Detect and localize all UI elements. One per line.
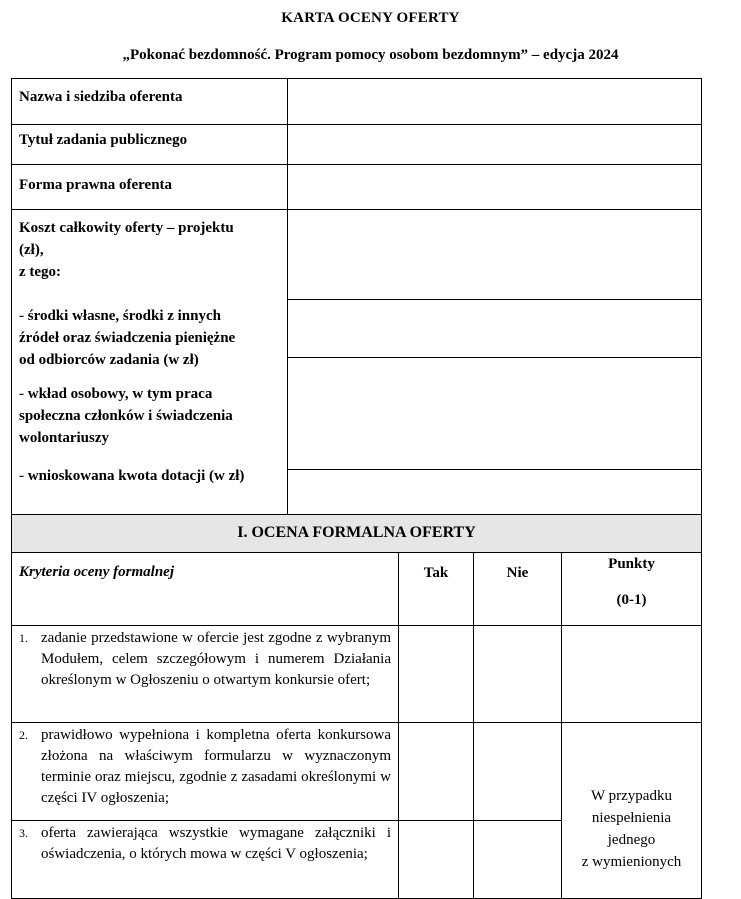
cost-breakdown-labels — [12, 210, 288, 517]
checkbox-nie-3[interactable] — [474, 821, 562, 899]
formal-evaluation-table — [11, 514, 702, 899]
label-forma: Forma prawna oferenta — [12, 165, 288, 210]
criterion-1 — [12, 626, 399, 723]
table-row — [12, 125, 702, 165]
column-header-tak: Tak — [399, 553, 474, 626]
value-srodki[interactable] — [288, 300, 701, 358]
value-wklad[interactable] — [288, 358, 701, 470]
value-koszt[interactable] — [288, 210, 701, 300]
criterion-text: oferta zawierająca wszystkie wymagane załączniki i oświadczenia, o których mowa w części V ogłoszenia; — [41, 825, 391, 862]
checkbox-nie-2[interactable] — [474, 723, 562, 821]
score-1[interactable] — [562, 626, 702, 723]
table-row — [12, 165, 702, 210]
label-kwota: - wnioskowana kwota dotacji (w zł) — [19, 468, 245, 484]
value-kwota[interactable] — [288, 470, 701, 516]
label-koszt: Koszt całkowity oferty – projektu (zł), z tego: — [19, 220, 234, 280]
section-heading: I. OCENA FORMALNA OFERTY — [12, 515, 702, 553]
column-header-criteria: Kryteria oceny formalnej — [12, 553, 399, 626]
criterion-number: 2. — [19, 728, 28, 742]
table-row — [12, 79, 702, 125]
table-row — [12, 723, 702, 821]
criterion-text: zadanie przedstawione w ofercie jest zgodne z wybranym Modułem, celem szczegółowym i numerem Działania określonym w Ogłoszeniu o otwartym konkursie ofert; — [41, 630, 391, 688]
score-note: W przypadku niespełnienia jednego z wymienionych — [562, 723, 702, 899]
value-forma[interactable] — [288, 165, 702, 210]
checkbox-nie-1[interactable] — [474, 626, 562, 723]
checkbox-tak-3[interactable] — [399, 821, 474, 899]
criterion-3 — [12, 821, 399, 899]
label-wklad: - wkład osobowy, w tym praca społeczna członków i świadczenia wolontariuszy — [19, 386, 233, 446]
label-nazwa: Nazwa i siedziba oferenta — [12, 79, 288, 125]
offer-info-table — [11, 78, 702, 517]
checkbox-tak-1[interactable] — [399, 626, 474, 723]
checkbox-tak-2[interactable] — [399, 723, 474, 821]
cost-values — [288, 210, 702, 517]
table-row — [12, 553, 702, 626]
label-srodki: - środki własne, środki z innych źródeł oraz świadczenia pieniężne od odbiorców zadania (w zł) — [19, 308, 236, 368]
document-subtitle: „Pokonać bezdomność. Program pomocy osobom bezdomnym” – edycja 2024 — [122, 47, 619, 63]
column-header-nie: Nie — [474, 553, 562, 626]
document-title: KARTA OCENY OFERTY — [281, 10, 460, 26]
table-row — [12, 626, 702, 723]
criterion-number: 1. — [19, 631, 28, 645]
criterion-text: prawidłowo wypełniona i kompletna oferta konkursowa złożona na właściwym formularzu w wyznaczonym terminie oraz miejscu, zgodnie z zasadami określonymi w części IV ogłoszenia; — [41, 727, 391, 806]
criterion-2 — [12, 723, 399, 821]
table-row — [12, 515, 702, 553]
value-tytul[interactable] — [288, 125, 702, 165]
criterion-number: 3. — [19, 826, 28, 840]
value-nazwa[interactable] — [288, 79, 702, 125]
label-tytul: Tytuł zadania publicznego — [12, 125, 288, 165]
table-row — [12, 210, 702, 517]
column-header-punkty: Punkty (0-1) — [562, 553, 702, 626]
